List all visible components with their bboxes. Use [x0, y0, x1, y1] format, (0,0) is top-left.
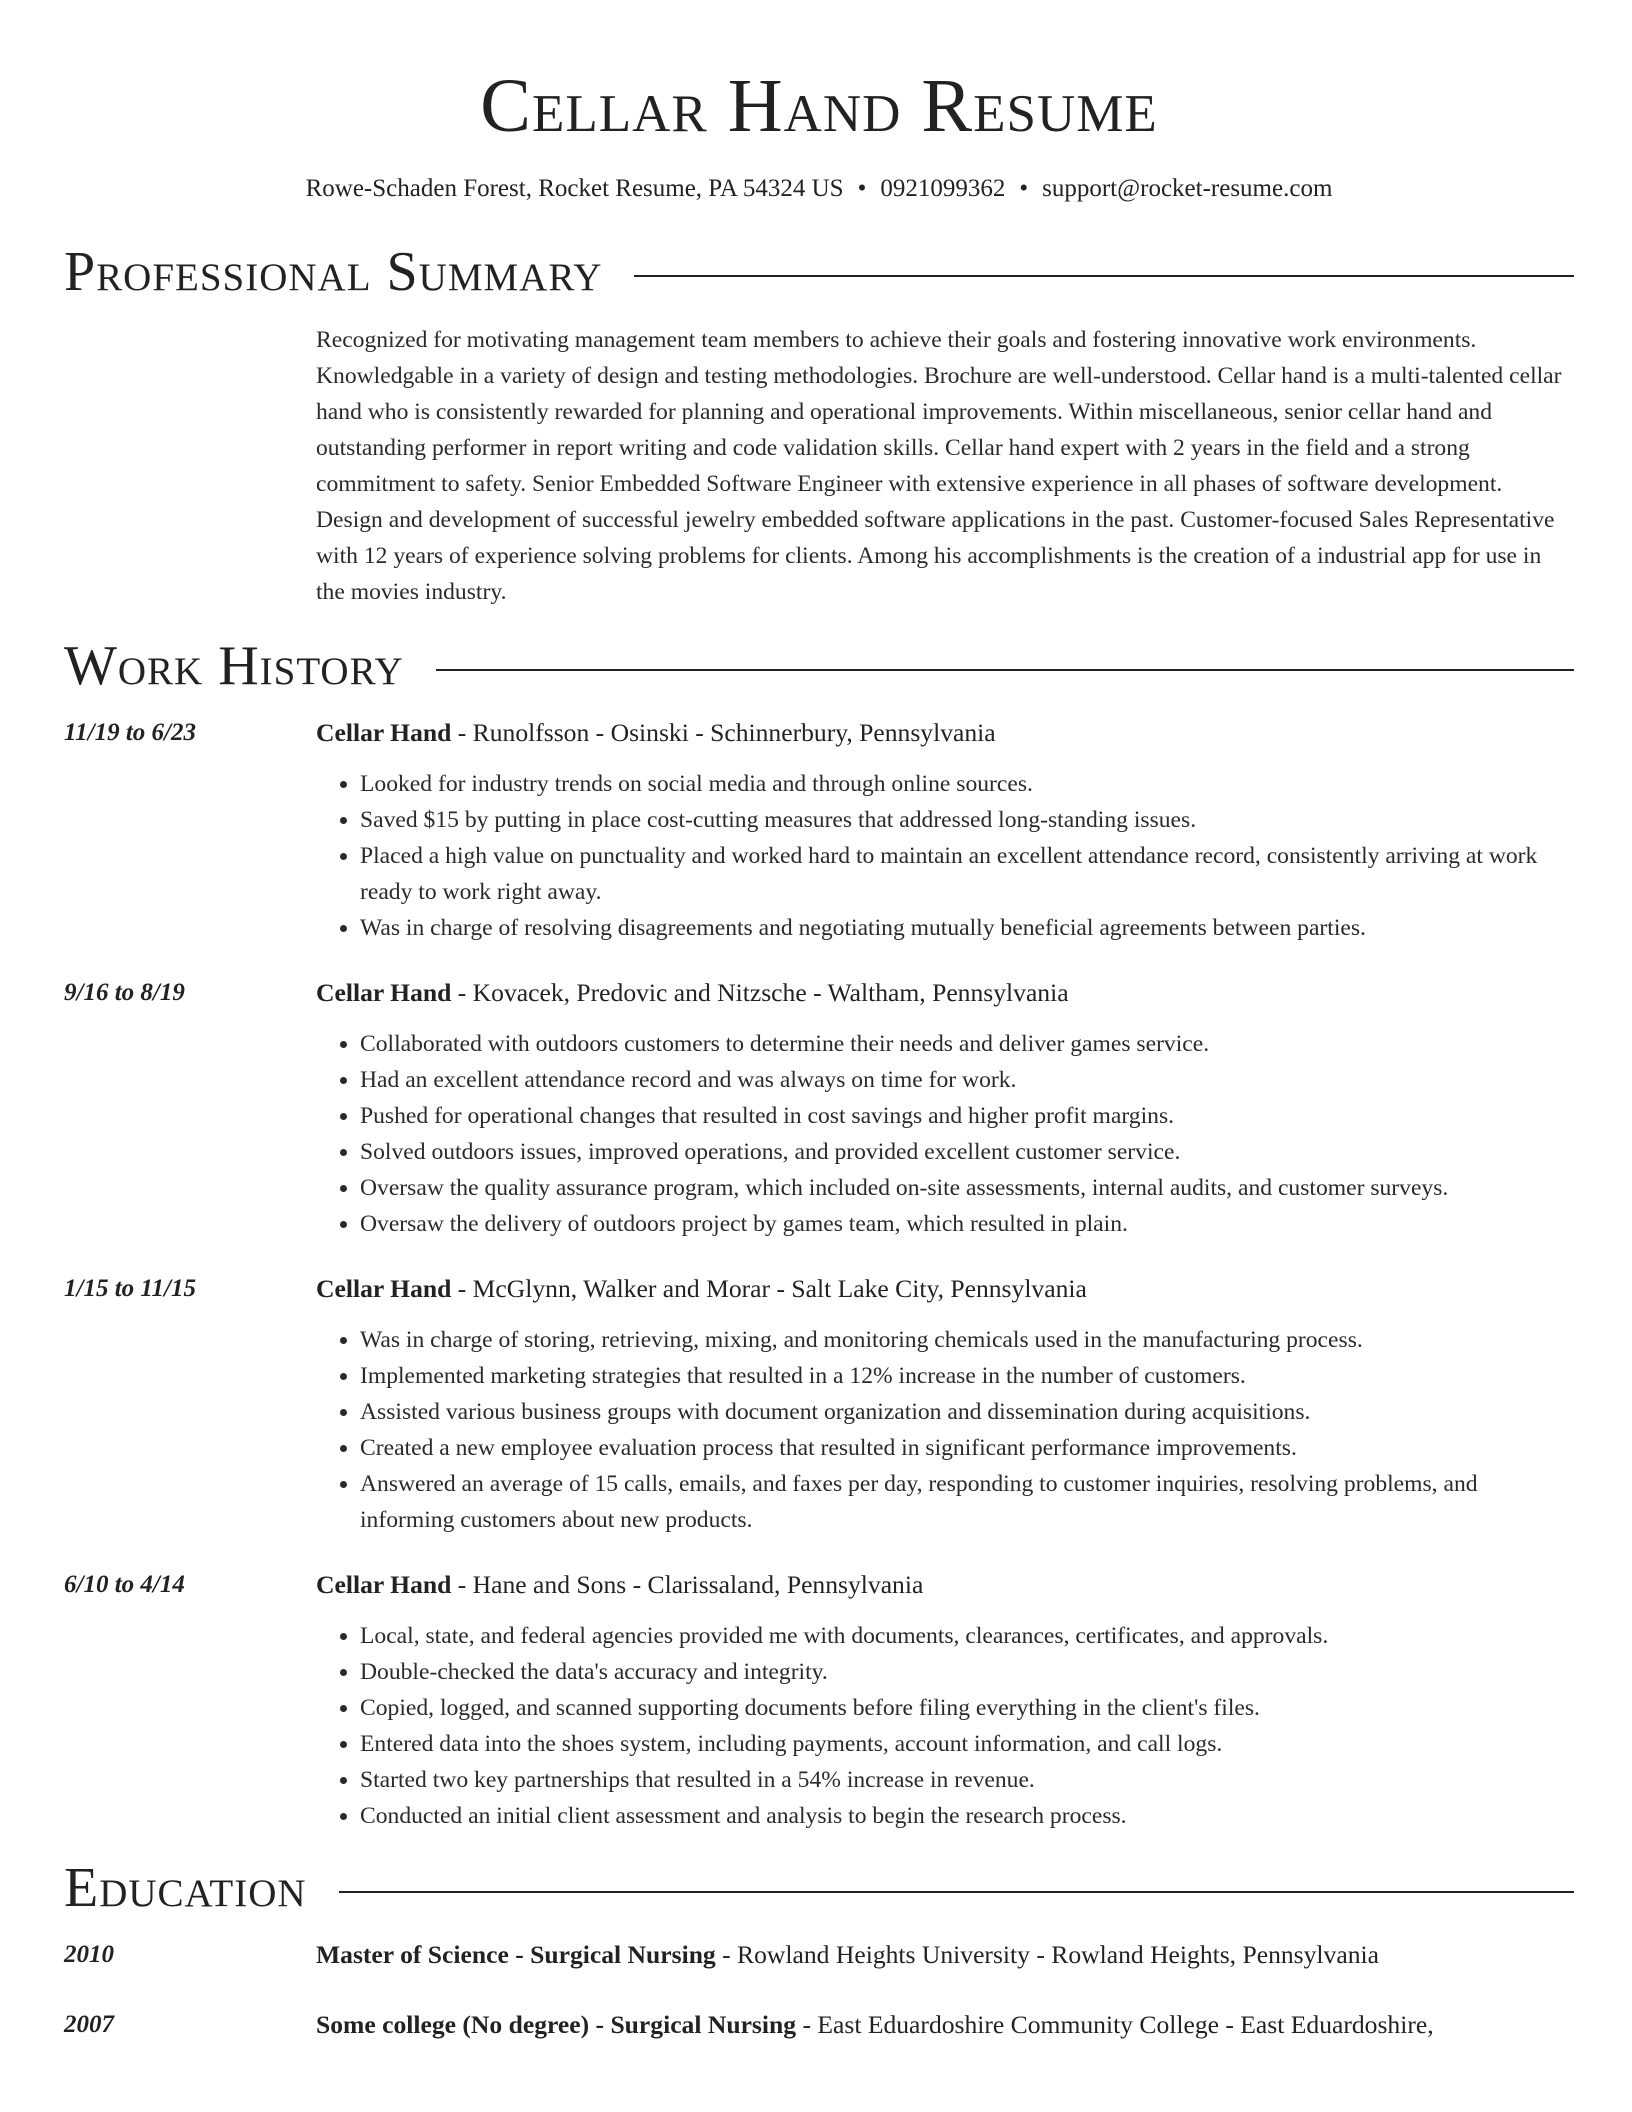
job-bullet-list: [316, 766, 1574, 946]
contact-address: Rowe-Schaden Forest, Rocket Resume, PA 54324 US: [305, 175, 844, 202]
job-bullet: • Assisted various business groups with document organization and dissemination during acquisitions.: [360, 1394, 1574, 1430]
job-entry-3: [64, 1272, 1574, 1538]
job-entry-2: [64, 976, 1574, 1242]
education-institution: - Rowland Heights University - Rowland Heights, Pennsylvania: [715, 1940, 1379, 1969]
education-entry-1: [64, 1938, 1574, 1972]
education-heading: Education: [64, 1857, 307, 1919]
summary-text: Recognized for motivating management team members to achieve their goals and fostering innovative work environments. Knowledgable in a variety of design and testing methodologies. Brochure are well-understood. Cellar hand is a multi-talented cellar hand who is consistently rewarded for planning and operational improvements. Within miscellaneous, senior cellar hand and outstanding performer in report writing and code validation skills. Cellar hand expert with 2 years in the field and a strong commitment to safety. Senior Embedded Software Engineer with extensive experience in all phases of software development. Design and development of successful jewelry embedded software applications in the past. Customer-focused Sales Representative with 12 years of experience solving problems for clients. Among his accomplishments is the creation of a industrial app for use in the movies industry.: [316, 327, 1562, 605]
job-heading: [316, 716, 1574, 750]
job-dates: 6/10 to 4/14: [64, 1571, 185, 1598]
job-employer: - Runolfsson - Osinski - Schinnerbury, Pennsylvania: [451, 718, 996, 747]
job-bullet: • Copied, logged, and scanned supporting documents before filing everything in the client's files.: [360, 1690, 1574, 1726]
job-heading: [316, 1272, 1574, 1306]
job-dates: 11/19 to 6/23: [64, 719, 196, 746]
contact-separator: •: [1019, 175, 1029, 202]
section-divider: [634, 275, 1574, 277]
job-bullet: • Local, state, and federal agencies provided me with documents, clearances, certificates, and approvals.: [360, 1618, 1574, 1654]
education-institution: - East Eduardoshire Community College - East Eduardoshire,: [796, 2010, 1434, 2039]
education-year: 2010: [64, 1941, 114, 1968]
job-bullet: • Was in charge of resolving disagreements and negotiating mutually beneficial agreements between parties.: [360, 910, 1574, 946]
education-heading-line: [316, 1938, 1574, 1972]
job-entry-1: [64, 716, 1574, 946]
job-bullet: • Had an excellent attendance record and was always on time for work.: [360, 1062, 1574, 1098]
resume-title: Cellar Hand Resume: [480, 64, 1158, 148]
job-bullet: • Collaborated with outdoors customers to determine their needs and deliver games service.: [360, 1026, 1574, 1062]
job-dates: 1/15 to 11/15: [64, 1275, 196, 1302]
section-divider: [339, 1891, 1574, 1893]
work-history-section-header: [64, 634, 1574, 698]
education-body: [316, 1938, 1574, 1972]
education-heading-line: [316, 2008, 1574, 2042]
education-year: 2007: [64, 2011, 114, 2038]
section-divider: [436, 669, 1574, 671]
job-entry-4: [64, 1568, 1574, 1834]
job-bullet: • Oversaw the quality assurance program, which included on-site assessments, internal audits, and customer surveys.: [360, 1170, 1574, 1206]
summary-heading: Professional Summary: [64, 241, 603, 303]
job-role: Cellar Hand: [316, 978, 452, 1007]
job-bullet: • Started two key partnerships that resulted in a 54% increase in revenue.: [360, 1762, 1574, 1798]
contact-email[interactable]: support@rocket-resume.com: [1042, 175, 1333, 202]
job-heading: [316, 1568, 1574, 1602]
job-role: Cellar Hand: [316, 1274, 452, 1303]
job-bullet: • Created a new employee evaluation process that resulted in significant performance improvements.: [360, 1430, 1574, 1466]
job-dates: 9/16 to 8/19: [64, 979, 185, 1006]
contact-line: [64, 172, 1574, 206]
job-role: Cellar Hand: [316, 1570, 452, 1599]
job-bullet: • Implemented marketing strategies that resulted in a 12% increase in the number of customers.: [360, 1358, 1574, 1394]
resume-page: [64, 0, 1574, 2042]
education-entry-2: [64, 2008, 1574, 2042]
education-degree: Master of Science - Surgical Nursing: [316, 1940, 716, 1969]
job-bullet: • Answered an average of 15 calls, emails, and faxes per day, responding to customer inquiries, resolving problems, and informing customers about new products.: [360, 1466, 1574, 1538]
job-employer: - Kovacek, Predovic and Nitzsche - Waltham, Pennsylvania: [451, 978, 1069, 1007]
job-body: [316, 716, 1574, 946]
job-employer: - Hane and Sons - Clarissaland, Pennsylvania: [451, 1570, 924, 1599]
job-body: [316, 1272, 1574, 1538]
job-bullet: • Was in charge of storing, retrieving, mixing, and monitoring chemicals used in the manufacturing process.: [360, 1322, 1574, 1358]
job-bullet: • Solved outdoors issues, improved operations, and provided excellent customer service.: [360, 1134, 1574, 1170]
job-bullet: • Double-checked the data's accuracy and integrity.: [360, 1654, 1574, 1690]
job-role: Cellar Hand: [316, 718, 452, 747]
job-bullet-list: [316, 1618, 1574, 1834]
job-bullet: • Entered data into the shoes system, including payments, account information, and call logs.: [360, 1726, 1574, 1762]
job-body: [316, 1568, 1574, 1834]
education-section-header: [64, 1856, 1574, 1920]
contact-separator: •: [857, 175, 867, 202]
education-degree: Some college (No degree) - Surgical Nursing: [316, 2010, 797, 2039]
job-employer: - McGlynn, Walker and Morar - Salt Lake City, Pennsylvania: [451, 1274, 1087, 1303]
job-bullet-list: [316, 1322, 1574, 1538]
job-bullet: • Oversaw the delivery of outdoors project by games team, which resulted in plain.: [360, 1206, 1574, 1242]
job-bullet: • Saved $15 by putting in place cost-cutting measures that addressed long-standing issues.: [360, 802, 1574, 838]
summary-section-header: [64, 240, 1574, 304]
job-heading: [316, 976, 1574, 1010]
work-history-heading: Work History: [64, 635, 404, 697]
job-body: [316, 976, 1574, 1242]
education-body: [316, 2008, 1574, 2042]
contact-phone: 0921099362: [880, 175, 1006, 202]
job-bullet: • Conducted an initial client assessment and analysis to begin the research process.: [360, 1798, 1574, 1834]
job-bullet: • Looked for industry trends on social media and through online sources.: [360, 766, 1574, 802]
job-bullet: • Placed a high value on punctuality and worked hard to maintain an excellent attendance record, consistently arriving at work ready to work right away.: [360, 838, 1574, 910]
job-bullet: • Pushed for operational changes that resulted in cost savings and higher profit margins.: [360, 1098, 1574, 1134]
job-bullet-list: [316, 1026, 1574, 1242]
